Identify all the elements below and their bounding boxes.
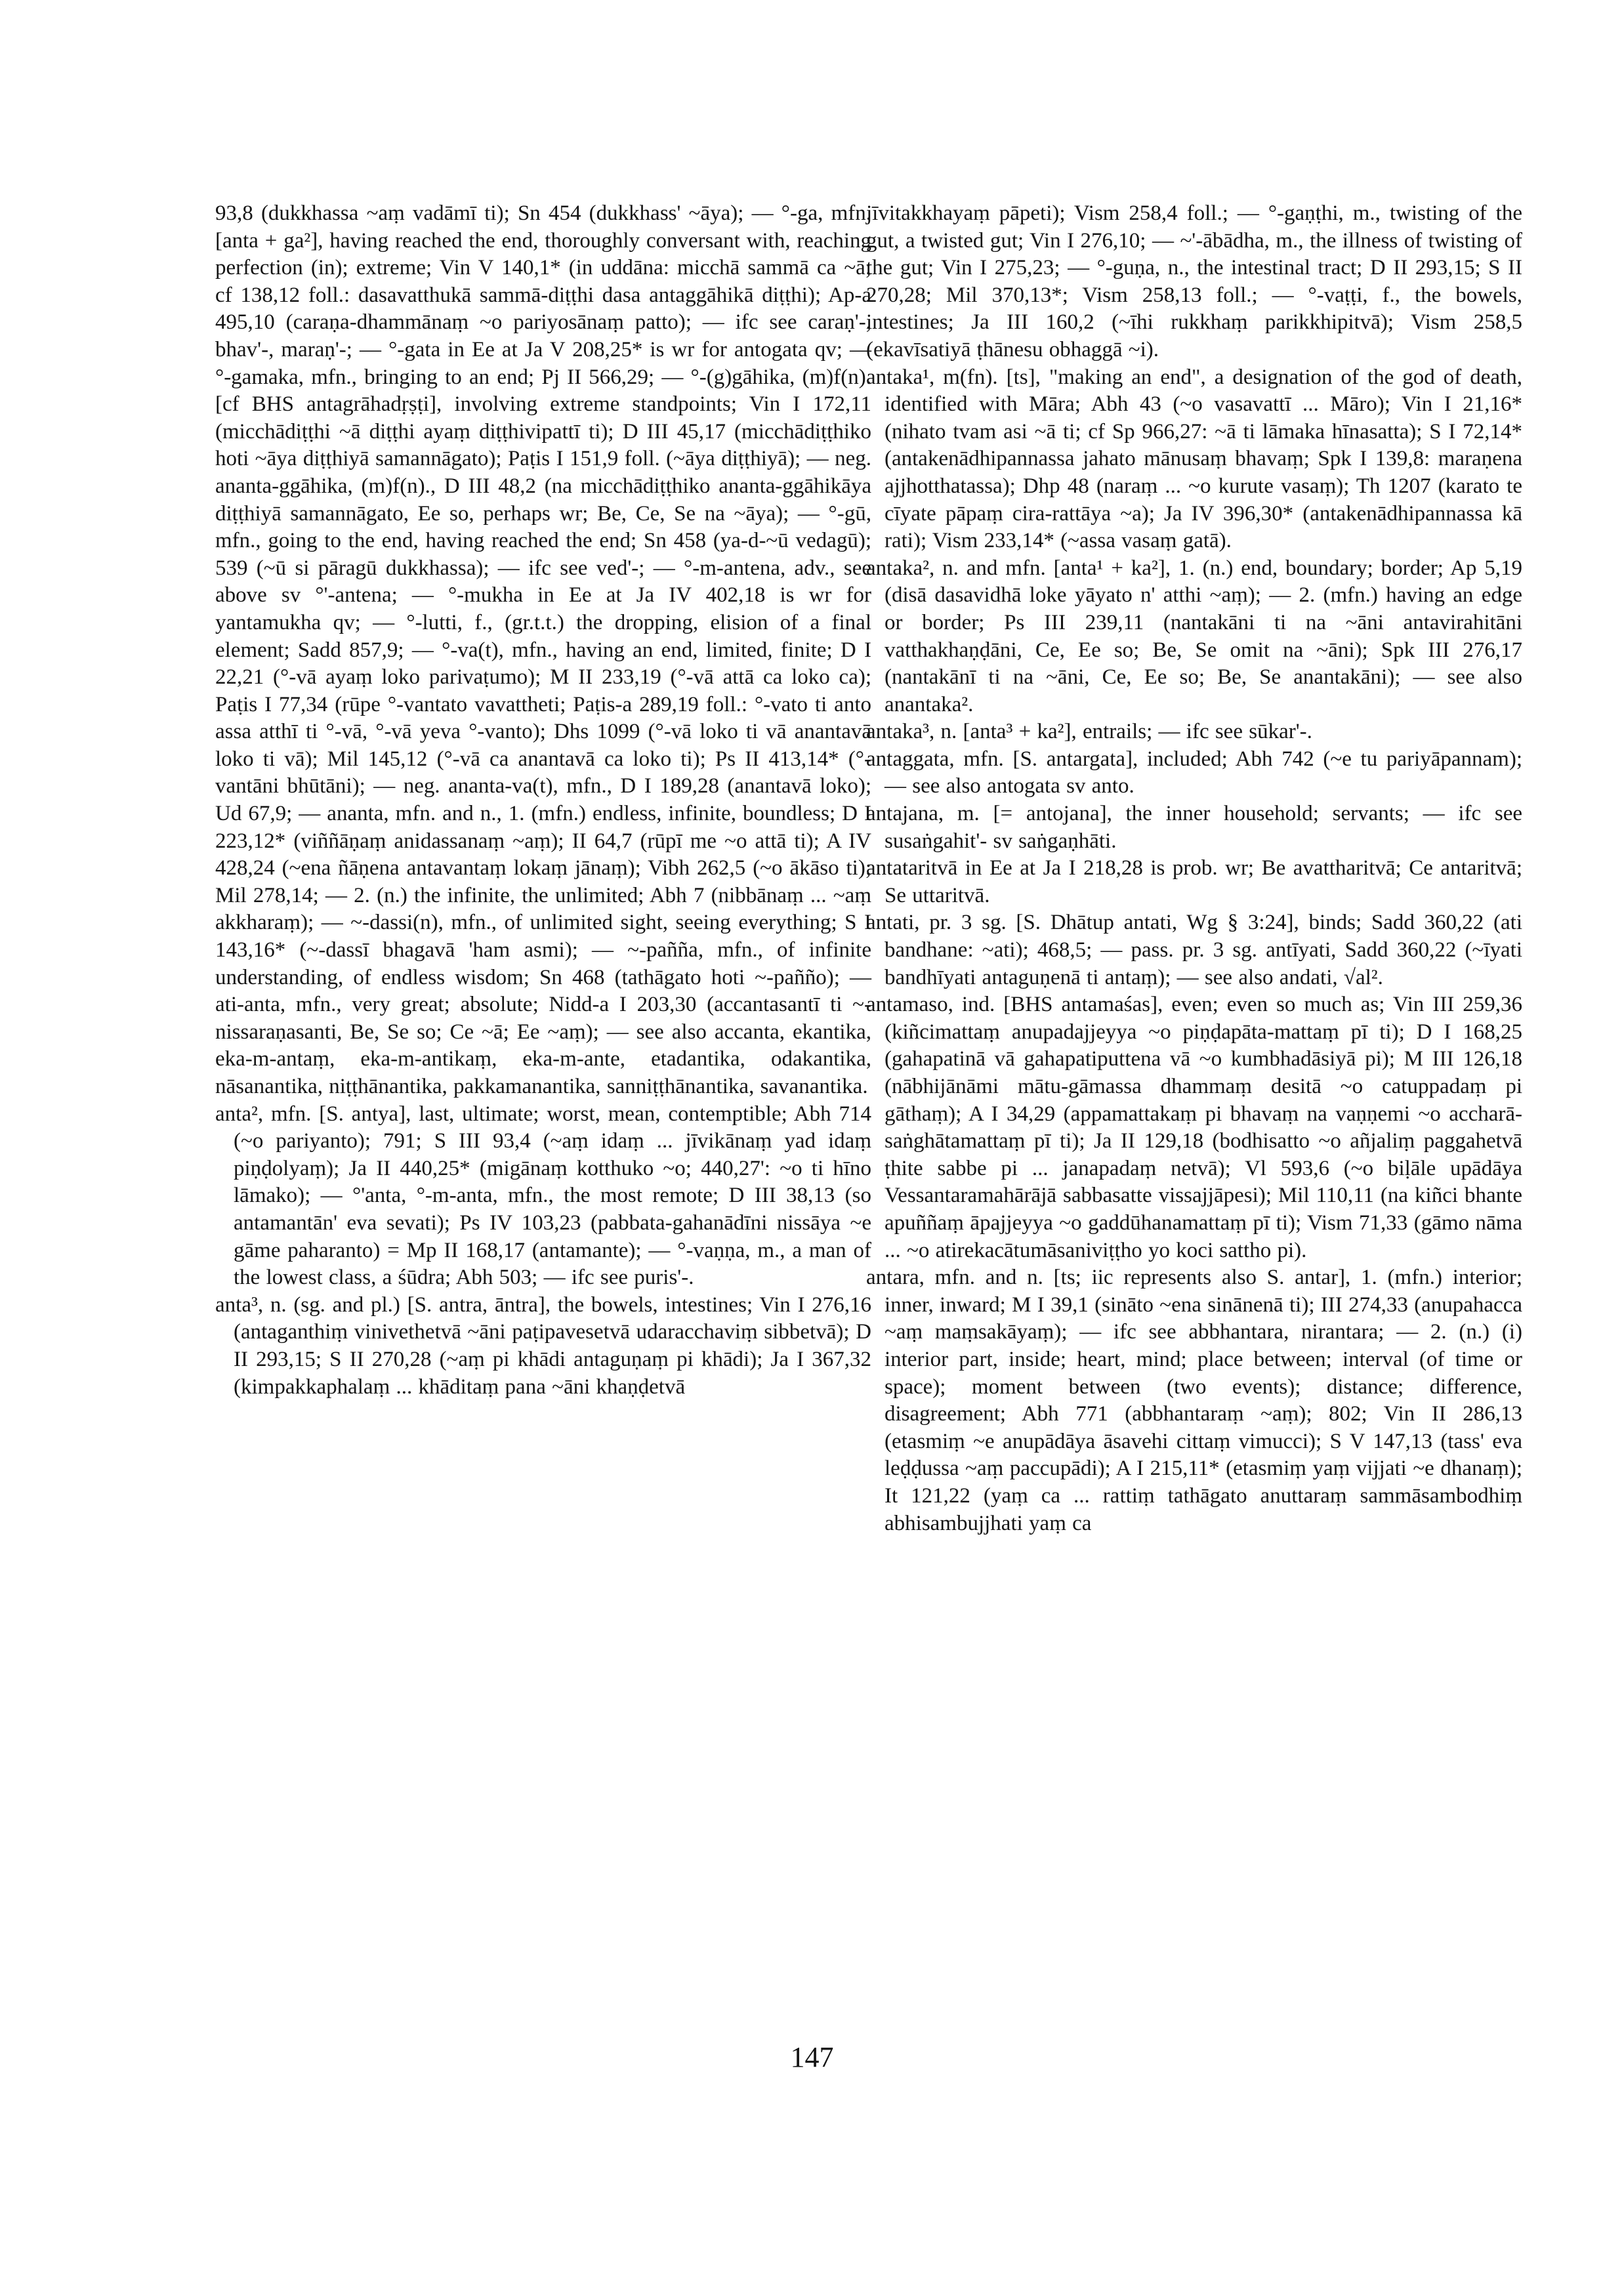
entry-anta1-continuation: 93,8 (dukkhassa ~aṃ vadāmī ti); Sn 454 (dukkhass' ~āya); — °-ga, mfn. [anta + ga²], having reached the end, thoroughly conversant with, reaching perfection (in); extreme; Vin V 140,1* (in uddāna: micchā sammā ca ~ā; cf 138,12 foll.: dasavatthukā sammā-diṭṭhi dasa antaggāhikā diṭṭhi); Ap-a 495,10 (caraṇa-dhammānaṃ ~o pariyosānaṃ patto); — ifc see caraṇ'-, bhav'-, maraṇ'-; — °-gata in Ee at Ja V 208,25* is wr for antogata qv; — °-gamaka, mfn., bringing to an end; Pj II 566,29; — °-(g)gāhika, (m)f(n). [cf BHS antagrāhadṛṣṭi], involving extreme standpoints; Vin I 172,11 (micchādiṭṭhi ~ā diṭṭhi ayaṃ diṭṭhivipattī ti); D III 45,17 (micchādiṭṭhiko hoti ~āya diṭṭhiyā samannāgato); Paṭis I 151,9 foll. (~āya diṭṭhiyā); — neg. ananta-ggāhika, (m)f(n)., D III 48,2 (na micchādiṭṭhiko ananta-ggāhikāya diṭṭhiyā samannāgato, Ee so, perhaps wr; Be, Ce, Se na ~āya); — °-gū, mfn., going to the end, having reached the end; Sn 458 (ya-d-~ū vedagū); 539 (~ū si pāragū dukkhassa); — ifc see ved'-; — °-m-antena, adv., see above sv °'-antena; — °-mukha in Ee at Ja IV 402,18 is wr for yantamukha qv; — °-lutti, f., (gr.t.t.) the dropping, elision of a final element; Sadd 857,9; — °-va(t), mfn., having an end, limited, finite; D I 22,21 (°-vā ayaṃ loko parivaṭumo); M II 233,19 (°-vā attā ca loko ca); Paṭis I 77,34 (rūpe °-vantato vavattheti; Paṭis-a 289,19 foll.: °-vato ti anto assa atthī ti °-vā, °-vā yeva °-vanto); Dhs 1099 (°-vā loko ti vā anantavā loko ti vā); Mil 145,12 (°-vā ca anantavā ca loko ti); Ps II 413,14* (°-vantāni bhūtāni); — neg. ananta-va(t), mfn., D I 189,28 (anantavā loko); Ud 67,9; — ananta, mfn. and n., 1. (mfn.) endless, infinite, boundless; D I 223,12* (viññāṇaṃ anidassanaṃ ~aṃ); II 64,7 (rūpī me ~o attā ti); A IV 428,24 (~ena ñāṇena antavantaṃ lokaṃ jānaṃ); Vibh 262,5 (~o ākāso ti); Mil 278,14; — 2. (n.) the infinite, the unlimited; Abh 7 (nibbānaṃ ... ~aṃ akkharaṃ); — ~-dassi(n), mfn., of unlimited sight, seeing everything; S I 143,16* (~-dassī bhagavā 'ham asmi); — ~-pañña, mfn., of infinite understanding, of endless wisdom; Sn 468 (tathāgato hoti ~-pañño); — ati-anta, mfn., very great; absolute; Nidd-a I 203,30 (accantasantī ti ~-nissaraṇasanti, Be, Se so; Ce ~ā; Ee ~aṃ); — see also accanta, ekantika, eka-m-antaṃ, eka-m-antikaṃ, eka-m-ante, etadantika, odakantika, nāsanantika, niṭṭhānantika, pakkamanantika, sanniṭṭhānantika, savanantika. [215, 201, 871, 1098]
entry-antaka3: antaka³, n. [anta³ + ka²], entrails; — ifc see sūkar'-. [866, 720, 1312, 744]
entry-anta3-continuation: jīvitakkhayaṃ pāpeti); Vism 258,4 foll.; — °-gaṇṭhi, m., twisting of the gut, a twisted gut; Vin I 276,10; — ~'-ābādha, m., the illness of twisting of the gut; Vin I 275,23; — °-guṇa, n., the intestinal tract; D II 293,15; S II 270,28; Mil 370,13*; Vism 258,13 foll.; — °-vaṭṭi, f., the bowels, intestines; Ja III 160,2 (~īhi rukkhaṃ parikkhipitvā); Vism 258,5 (ekavīsatiyā ṭhānesu obhaggā ~i). [866, 201, 1522, 362]
entry-antati: antati, pr. 3 sg. [S. Dhātup antati, Wg § 3:24], binds; Sadd 360,22 (ati bandhane: ~ati); 468,5; — pass. pr. 3 sg. antīyati, Sadd 360,22 (~īyati bandhīyati antaguṇenā ti antaṃ); — see also andati, √al². [866, 911, 1522, 989]
right-column [866, 200, 1522, 1537]
entry-antara: antara, mfn. and n. [ts; iic represents also S. antar], 1. (mfn.) interior; inner, inward; M I 39,1 (sināto ~ena sinānenā ti); III 274,33 (anupahacca ~aṃ maṃsakāyaṃ); — ifc see abbhantara, nirantara; — 2. (n.) (i) interior part, inside; heart, mind; place between; interval (of time or space); moment between (two events); distance; difference, disagreement; Abh 771 (abbhantaraṃ ~aṃ); 802; Vin II 286,13 (etasmiṃ ~e anupādāya āsavehi cittaṃ vimucci); S V 147,13 (tass' eva leḍḍussa ~aṃ paccupādi); A I 215,11* (etasmiṃ yaṃ vijjati ~e dhanaṃ); It 121,22 (yaṃ ca ... rattiṃ tathāgato anuttaraṃ sammāsambodhiṃ abhisambujjhati yaṃ ca [866, 1266, 1522, 1535]
entry-antaggata: antaggata, mfn. [S. antargata], included; Abh 742 (~e tu pariyāpannam); — see also antogata sv anto. [866, 747, 1522, 798]
page-number: 147 [790, 2041, 834, 2073]
entry-anta3: anta³, n. (sg. and pl.) [S. antra, āntra], the bowels, intestines; Vin I 276,16 (antaganthiṃ vinivethetvā ~āni paṭipavesetvā udaracchaviṃ sibbetvā); D II 293,15; S II 270,28 (~aṃ pi khādi antaguṇaṃ pi khādi); Ja I 367,32 (kimpakkaphalaṃ ... khāditaṃ pana ~āni khaṇḍetvā [215, 1292, 871, 1399]
entry-antamaso: antamaso, ind. [BHS antamaśas], even; even so much as; Vin III 259,36 (kiñcimattaṃ anupadajjeyya ~o piṇḍapāta-mattaṃ pī ti); D I 168,25 (gahapatinā vā gahapatiputtena vā ~o kumbhadāsiyā pi); M III 126,18 (nābhijānāmi mātu-gāmassa dhammaṃ desitā ~o catuppadaṃ pi gāthaṃ); A I 34,29 (appamattakaṃ pi bhavaṃ na vaṇṇemi ~o accharā-saṅghātamattaṃ pī ti); Ja II 129,18 (bodhisatto ~o añjaliṃ paggahetvā ṭhite sabbe pi ... janapadaṃ netvā); Vl 593,6 (~o biḷāle upādāya Vessantaramahārājā sabbasatte vissajjāpesi); Mil 110,11 (na kiñci bhante apuññaṃ āpajjeyya ~o gaddūhanamattaṃ pī ti); Vism 71,33 (gāmo nāma ... ~o atirekacātumāsaniviṭṭho yo koci sattho pi). [866, 993, 1522, 1262]
entry-antaka2: antaka², n. and mfn. [anta¹ + ka²], 1. (n.) end, boundary; border; Ap 5,19 (disā dasavidhā loke yāyato n' atthi ~aṃ); — 2. (mfn.) having an edge or border; Ps III 239,11 (nantakāni ti na ~āni antavirahitāni vatthakhaṇḍāni, Ce, Ee so; Be, Se omit na ~āni); Spk III 276,17 (nantakānī ti na ~āni, Ce, Ee so; Be, Se anantakāni); — see also anantaka². [866, 556, 1522, 716]
entry-anta2: anta², mfn. [S. antya], last, ultimate; worst, mean, contemptible; Abh 714 (~o pariyanto); 791; S III 93,4 (~aṃ idaṃ ... jīvikānaṃ yad idaṃ piṇḍolyaṃ); Ja II 440,25* (migānaṃ kotthuko ~o; 440,27': ~o ti hīno lāmako); — °'anta, °-m-anta, mfn., the most remote; D III 38,13 (so antamantān' eva sevati); Ps IV 103,23 (pabbata-gahanādīni nissāya ~e gāme paharanto) = Mp II 168,17 (antamante); — °-vaṇṇa, m., a man of the lowest class, a śūdra; Abh 503; — ifc see puris'-. [215, 1102, 871, 1290]
left-column [215, 200, 871, 1401]
entry-antaka1: antaka¹, m(fn). [ts], "making an end", a designation of the god of death, identified with Māra; Abh 43 (~o vasavattī ... Māro); Vin I 21,16* (nihato tvam asi ~ā ti; cf Sp 966,27: ~ā ti lāmaka hīnasatta); S I 72,14* (antakenādhipannassa jahato mānusaṃ bhavaṃ; Spk I 139,8: maraṇena ajjhotthatassa); Dhp 48 (naraṃ ... ~o kurute vasaṃ); Th 1207 (karato te cīyate pāpaṃ cira-rattāya ~a); Ja IV 396,30* (antakenādhipannassa kā rati); Vism 233,14* (~assa vasaṃ gatā). [866, 365, 1522, 553]
entry-antataritva: antataritvā in Ee at Ja I 218,28 is prob. wr; Be avattharitvā; Ce antaritvā; Se uttaritvā. [866, 856, 1522, 907]
entry-antajana: antajana, m. [= antojana], the inner household; servants; — ifc see susaṅgahit'- sv saṅgaṇhāti. [866, 802, 1522, 853]
